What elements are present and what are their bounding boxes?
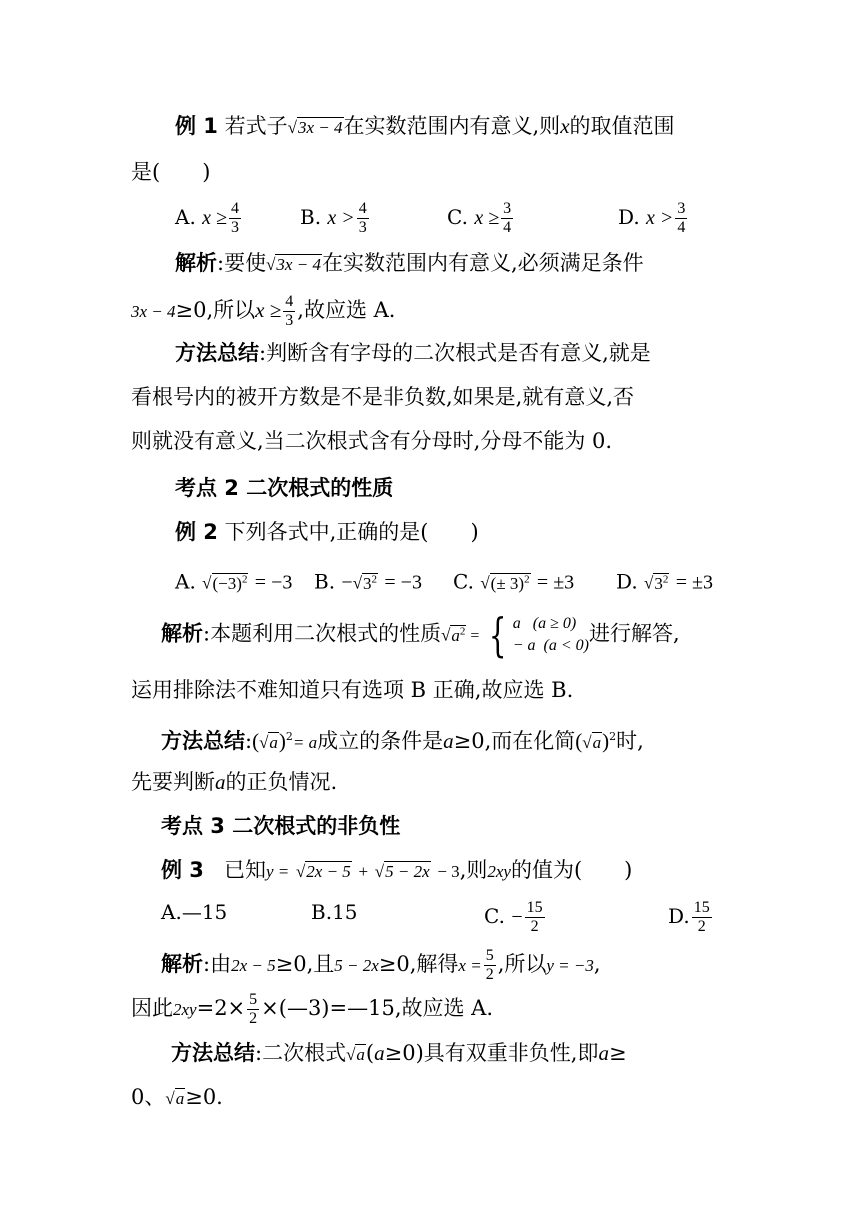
option-b: B.15 [311,900,358,924]
solution-label: 解析 [161,621,203,646]
option-d: D. $√3^2 = \pm 3$ [616,569,714,594]
example-2-solution: 解析:本题利用二次根式的性质$√a^2$ = { a (a ≥ 0) − a (a < 0) 进行解答, [161,608,680,663]
option-b: B. $-√3^2 = -3$ [314,569,422,594]
summary-label: 方法总结 [161,729,245,753]
solution-label: 解析 [161,952,203,976]
example-3-summary-line2: 0、√a≥0. [131,1085,223,1109]
example-3-solution: 解析:由2x − 5≥0,且5 − 2x≥0,解得x = $\frac{5}{2}$ ,所以y = −3, [161,947,601,983]
example-2-label: 例 2 [175,520,218,544]
example-1-summary-line3: 则就没有意义,当二次根式含有分母时,分母不能为 0. [131,429,613,453]
example-2-solution-line2: 运用排除法不难知道只有选项 B 正确,故应选 B. [131,678,574,702]
example-1-solution-line2: 3x − 4≥0,所以x ≥ $\frac{4}{3}$ ,故应选 A. [131,293,396,329]
option-c: C. x ≥ $\frac{3}{4}$ [447,200,512,236]
example-1-summary-line2: 看根号内的被开方数是不是非负数,如果是,就有意义,否 [131,385,635,409]
example-1-question [175,113,675,141]
summary-label: 方法总结 [171,1041,255,1065]
option-a: A. $√(-3)^2 = -3$ [175,569,293,594]
variable: x [560,114,570,138]
solution-label: 解析 [175,251,217,275]
example-3-solution-line2: 因此2xy=2× $\frac{5}{2}$ ×(—3)=—15,故应选 A. [131,991,494,1027]
section-3-title: 考点 3 二次根式的非负性 [161,814,401,838]
option-d: D. $\frac{15}{2}$ [668,899,710,935]
piecewise-cases: a (a ≥ 0) − a (a < 0) [512,615,589,655]
section-2-title: 考点 2 二次根式的性质 [175,476,394,500]
option-c: C. √(± 3)$^2$ = ±3 [453,569,575,594]
option-a: A.—15 [161,900,228,924]
example-1-solution: 解析:要使√3x − 4在实数范围内有意义,必须满足条件 [175,250,644,278]
example-1-summary: 方法总结:判断含有字母的二次根式是否有意义,就是 [175,341,651,365]
q-text: 的取值范围 [569,114,675,138]
example-3-label: 例 3 [161,858,204,882]
option-d: D. x > $\frac{3}{4}$ [618,200,686,236]
q-text: 若式子 [224,114,288,138]
example-1-question-line2: 是( ) [131,160,211,184]
example-3-summary: 方法总结:二次根式√a(a≥0)具有双重非负性,即a≥ [171,1041,627,1065]
example-1-label: 例 1 [175,114,218,138]
example-2-question: 例 2 下列各式中,正确的是( ) [175,520,479,544]
option-a: A. x ≥ $\frac{4}{3}$ [175,200,240,236]
option-c: C. − $\frac{15}{2}$ [484,899,543,935]
q-text: 在实数范围内有意义,则 [343,114,561,138]
radical-expression: √3x − 4 [266,255,321,274]
example-2-summary-line2: 先要判断a的正负情况. [131,770,338,794]
summary-label: 方法总结 [175,341,259,365]
example-2-summary: 方法总结$:(√a)^2= a$成立的条件是a≥0,而在化简$(√a)^2$时, [161,729,644,753]
example-3-question: 例 3 已知y = √2x − 5 + √5 − 2x − 3,则2xy的值为( ) [161,858,633,882]
option-b: B. x > $\frac{4}{3}$ [300,200,367,236]
radical-expression: √3x − 4 [287,118,343,137]
